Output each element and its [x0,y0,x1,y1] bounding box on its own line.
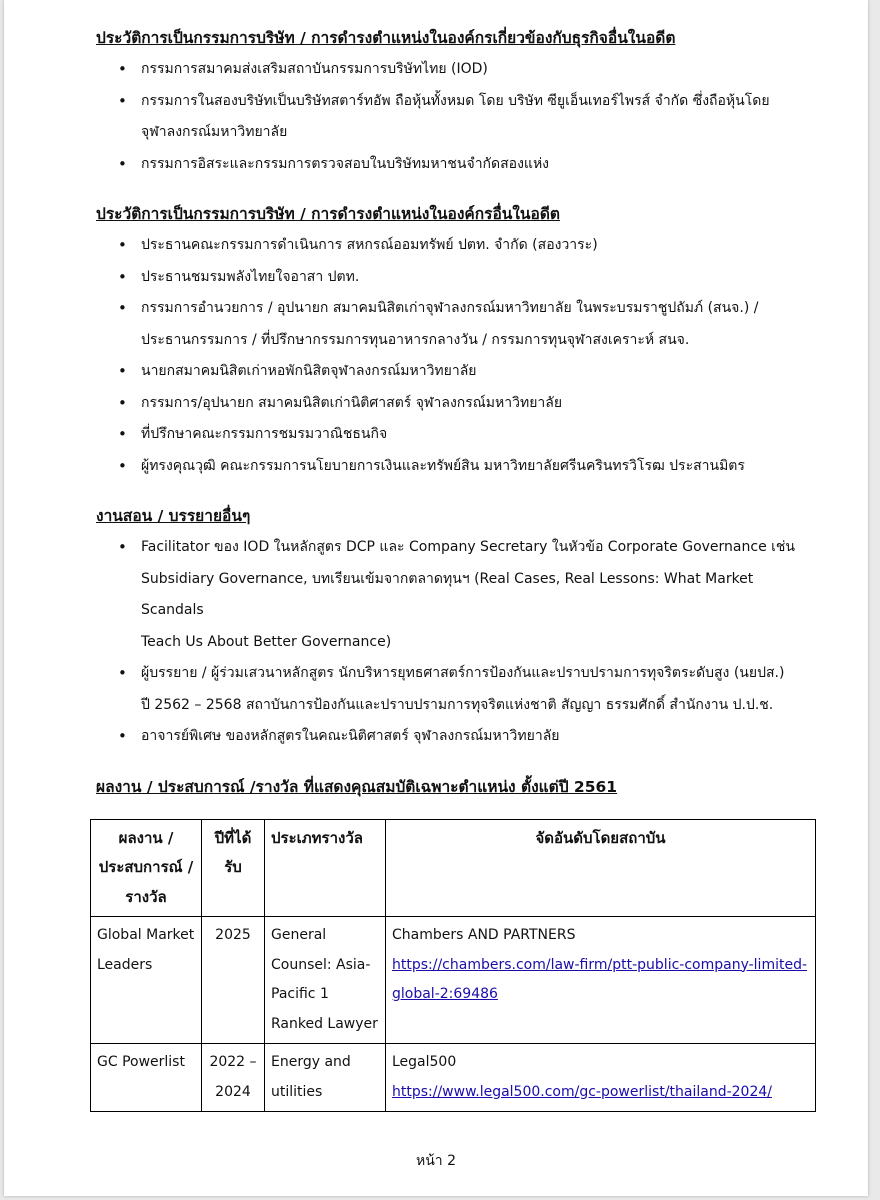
column-header-org: จัดอันดับโดยสถาบัน [386,819,816,917]
list-item: • กรรมการอิสระและกรรมการตรวจสอบในบริษัทมหาชนจำกัดสองแห่ง [96,149,816,181]
org-name: Chambers AND PARTNERS [392,927,576,943]
other-organizations-list [96,230,816,482]
section-title-business-directorships: ประวัติการเป็นกรรมการบริษัท / การดำรงตำแหน่งในองค์กรเกี่ยวข้องกับธุรกิจอื่นในอดีต [96,29,676,47]
list-item: • กรรมการ/อุปนายก สมาคมนิสิตเก่านิติศาสตร์ จุฬาลงกรณ์มหาวิทยาลัย [96,388,816,420]
list-item: • กรรมการสมาคมส่งเสริมสถาบันกรรมการบริษัทไทย (IOD) [96,54,816,86]
document-page [4,0,868,1196]
column-header-type: ประเภทรางวัล [265,819,386,917]
list-item: • กรรมการอำนวยการ / อุปนายก สมาคมนิสิตเก่าจุฬาลงกรณ์มหาวิทยาลัย ในพระบรมราชูปถัมภ์ (สนจ.) / ประธานกรรมการ / ที่ปรึกษากรรมการทุนอาหารกลางวัน / กรรมการทุนจุฬาสงเคราะห์ สนจ. [96,293,816,356]
table-row [91,1044,816,1112]
cell-work: GC Powerlist [91,1044,202,1112]
teaching-list [96,532,816,753]
cell-year: 2025 [202,917,265,1044]
cell-year: 2022 – 2024 [202,1044,265,1112]
column-header-year: ปีที่ได้รับ [202,819,265,917]
page-content [96,26,816,1112]
page-number: หน้า 2 [415,1153,457,1169]
section-title-teaching: งานสอน / บรรยายอื่นๆ [96,507,251,525]
list-item: • ประธานคณะกรรมการดำเนินการ สหกรณ์ออมทรัพย์ ปตท. จำกัด (สองวาระ) [96,230,816,262]
org-name: Legal500 [392,1054,457,1070]
list-item: • อาจารย์พิเศษ ของหลักสูตรในคณะนิติศาสตร์ จุฬาลงกรณ์มหาวิทยาลัย [96,721,816,753]
list-item: • ประธานชมรมพลังไทยใจอาสา ปตท. [96,262,816,294]
section-title-awards: ผลงาน / ประสบการณ์ /รางวัล ที่แสดงคุณสมบัติเฉพาะตำแหน่ง ตั้งแต่ปี 2561 [96,777,618,796]
cell-org [386,917,816,1044]
table-row [91,917,816,1044]
cell-type: Energy and utilities [265,1044,386,1112]
cell-org [386,1044,816,1112]
cell-type: General Counsel: Asia-Pacific 1 Ranked Lawyer [265,917,386,1044]
list-item: • Facilitator ของ IOD ในหลักสูตร DCP และ Company Secretary ในหัวข้อ Corporate Governance เช่น Subsidiary Governance, บทเรียนเข้มจากตลาดทุนฯ (Real Cases, Real Lessons: What Market Scandals Teach Us About Better Governance) [96,532,816,658]
list-item: • ที่ปรึกษาคณะกรรมการชมรมวาณิชธนกิจ [96,419,816,451]
org-link[interactable]: https://chambers.com/law-firm/ptt-public-company-limited-global-2:69486 [392,956,808,1002]
org-link[interactable]: https://www.legal500.com/gc-powerlist/thailand-2024/ [392,1083,772,1100]
table-header-row [91,819,816,917]
section-title-other-organizations: ประวัติการเป็นกรรมการบริษัท / การดำรงตำแหน่งในองค์กรอื่นในอดีต [96,205,560,223]
cell-work: Global Market Leaders [91,917,202,1044]
list-item: • ผู้ทรงคุณวุฒิ คณะกรรมการนโยบายการเงินและทรัพย์สิน มหาวิทยาลัยศรีนครินทรวิโรฒ ประสานมิตร [96,451,816,483]
column-header-work: ผลงาน / ประสบการณ์ /รางวัล [91,819,202,917]
business-directorships-list [96,54,816,180]
list-item: • ผู้บรรยาย / ผู้ร่วมเสวนาหลักสูตร นักบริหารยุทธศาสตร์การป้องกันและปราบปรามการทุจริตระดับสูง (นยปส.) ปี 2562 – 2568 สถาบันการป้องกันและปราบปรามการทุจริตแห่งชาติ สัญญา ธรรมศักดิ์ สำนักงาน ป.ป.ช. [96,658,816,721]
awards-table [90,819,816,1113]
list-item: • นายกสมาคมนิสิตเก่าหอพักนิสิตจุฬาลงกรณ์มหาวิทยาลัย [96,356,816,388]
list-item: • กรรมการในสองบริษัทเป็นบริษัทสตาร์ทอัพ ถือหุ้นทั้งหมด โดย บริษัท ซียูเอ็นเทอร์ไพรส์ จำกัด ซึ่งถือหุ้นโดย จุฬาลงกรณ์มหาวิทยาลัย [96,86,816,149]
